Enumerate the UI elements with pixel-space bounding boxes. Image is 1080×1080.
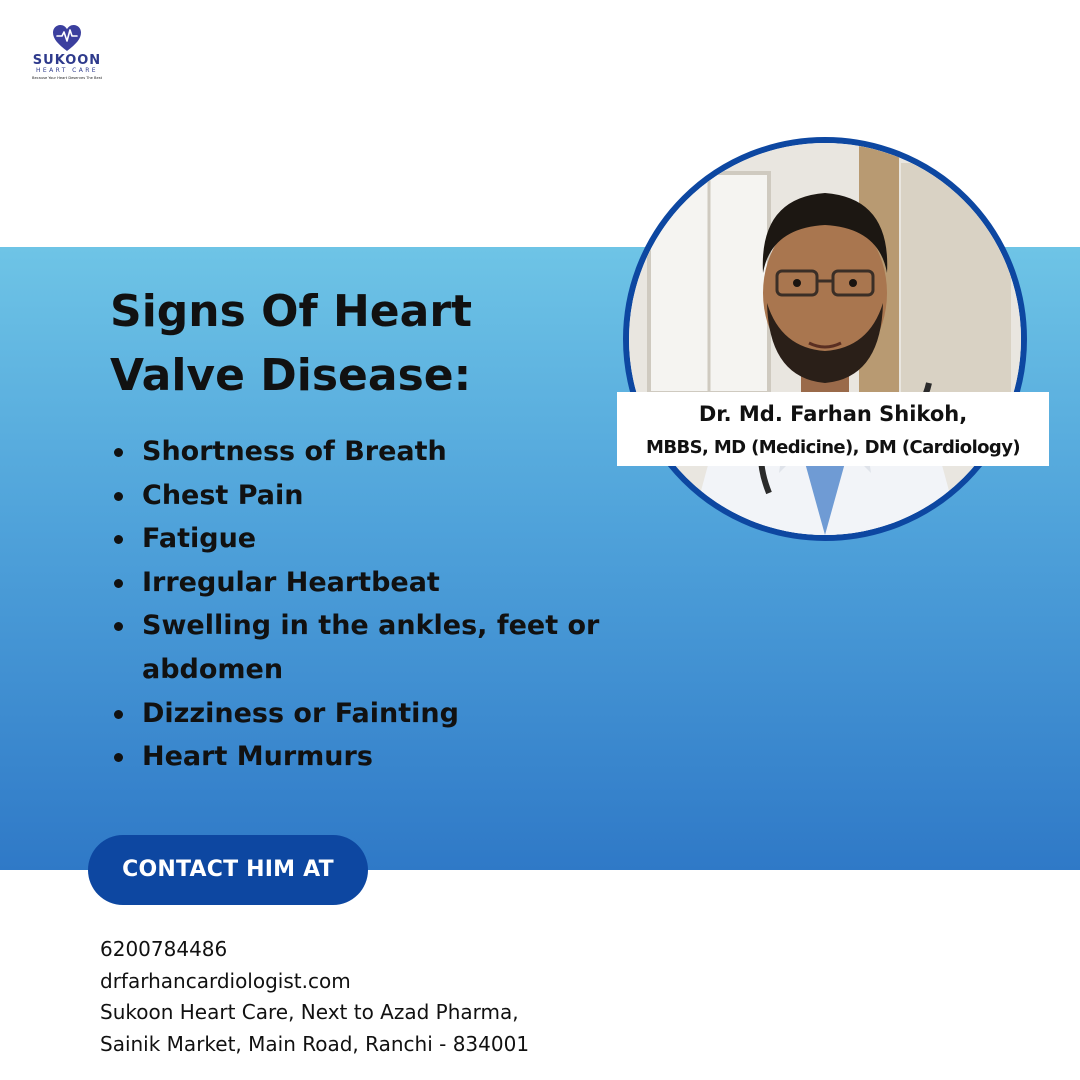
doctor-name: Dr. Md. Farhan Shikoh, xyxy=(698,402,968,426)
doctor-portrait-illustration xyxy=(629,143,1021,535)
contact-button[interactable]: CONTACT HIM AT xyxy=(88,835,368,905)
doctor-name-card xyxy=(617,392,1049,466)
brand-logo xyxy=(24,24,110,81)
list-item: Swelling in the ankles, feet or abdomen xyxy=(110,604,610,691)
list-item: Irregular Heartbeat xyxy=(110,561,610,605)
logo-tagline: Because Your Heart Deserves The Best xyxy=(32,76,102,80)
list-item: Heart Murmurs xyxy=(110,735,610,779)
contact-details xyxy=(100,934,660,1060)
list-item: Shortness of Breath xyxy=(110,430,610,474)
list-item: Dizziness or Fainting xyxy=(110,692,610,736)
symptom-list xyxy=(110,430,610,779)
doctor-qualifications: MBBS, MD (Medicine), DM (Cardiology) xyxy=(646,437,1020,458)
logo-name: SUKOON xyxy=(32,53,102,68)
list-item: Chest Pain xyxy=(110,474,610,518)
website-link[interactable]: drfarhancardiologist.com xyxy=(100,968,351,993)
doctor-photo xyxy=(623,137,1027,541)
list-item: Fatigue xyxy=(110,517,610,561)
address-line-2: Sainik Market, Main Road, Ranchi - 834001 xyxy=(100,1031,530,1056)
phone-number[interactable]: 6200784486 xyxy=(100,937,228,961)
logo-subtitle: HEART CARE xyxy=(36,67,98,74)
heart-pulse-icon xyxy=(52,24,82,52)
title-line-1: Signs Of Heart xyxy=(110,286,473,337)
title-line-2: Valve Disease: xyxy=(110,350,472,401)
address-line-1: Sukoon Heart Care, Next to Azad Pharma, xyxy=(100,1000,519,1024)
page-title xyxy=(110,280,590,408)
